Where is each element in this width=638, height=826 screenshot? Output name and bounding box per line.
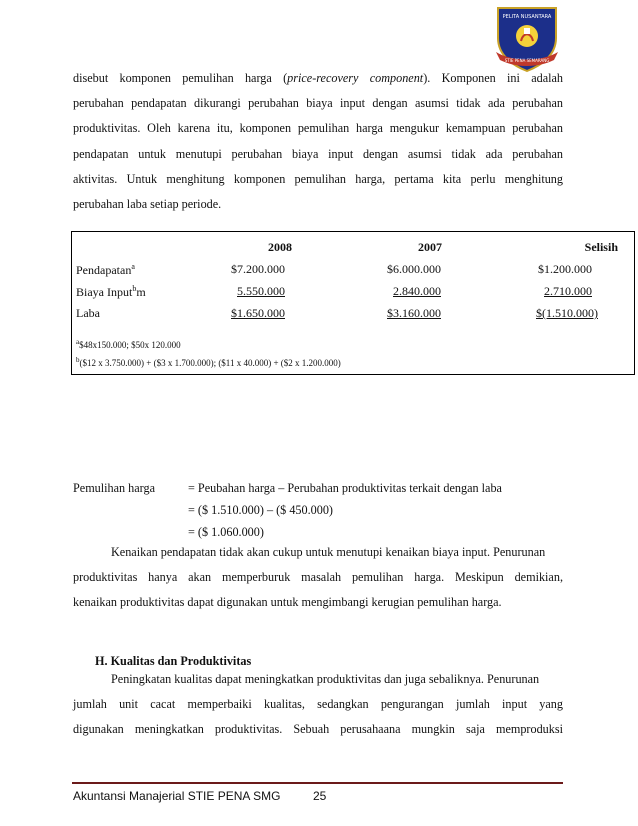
footer-divider xyxy=(72,782,563,784)
text-line: aktivitas. Untuk menghitung komponen pemulihan harga, pertama kita perlu menghitung xyxy=(73,171,563,186)
equation-line: = Peubahan harga – Perubahan produktivitas terkait dengan laba xyxy=(188,481,502,495)
column-header-selisih: Selisih xyxy=(584,240,618,254)
logo-ribbon-text: STIE PENA SEMARANG xyxy=(504,58,550,63)
text-line: Peningkatan kualitas dapat meningkatkan produktivitas dan juga sebaliknya. Penurunan xyxy=(111,672,540,686)
equation-label: Pemulihan harga xyxy=(73,481,156,495)
table-footnote-b: $^b$($12 x 3.750.000) + ($3 x 1.700.000); ($11 x 40.000) + ($2 x 1.200.000) xyxy=(76,356,341,368)
column-header-2008: 2008 xyxy=(268,240,292,254)
cell-biaya-input-selisih: 2.710.000 xyxy=(544,284,592,298)
column-header-2007: 2007 xyxy=(418,240,442,254)
cell-laba-selisih: $(1.510.000) xyxy=(536,306,598,320)
equation-line: = ($ 1.060.000) xyxy=(188,525,264,539)
cell-biaya-input-2008: 5.550.000 xyxy=(237,284,285,298)
cell-pendapatan-2008: $7.200.000 xyxy=(231,262,285,276)
institution-logo xyxy=(494,4,560,74)
row-label-laba: Laba xyxy=(76,306,100,320)
text-line: digunakan meningkatkan produktivitas. Sebuah perusahaana mungkin saja memproduksi xyxy=(73,722,563,737)
text-line: Kenaikan pendapatan tidak akan cukup untuk menutupi kenaikan biaya input. Penurunan xyxy=(111,545,546,559)
logo-top-text: PELITA NUSANTARA xyxy=(502,14,552,20)
text-line: kenaikan produktivitas dapat digunakan untuk mengimbangi kerugian pemulihan harga. xyxy=(73,595,502,610)
equation-line: = ($ 1.510.000) – ($ 450.000) xyxy=(188,503,333,517)
text-line: pendapatan untuk menutupi perubahan biaya input dengan asumsi tidak ada perubahan xyxy=(73,146,563,161)
text-line: perubahan laba setiap periode. xyxy=(73,196,222,211)
text-line: perubahan pendapatan dikurangi perubahan biaya input dengan asumsi tidak ada perubahan xyxy=(73,96,563,111)
row-label-pendapatan: Pendapatan$^a$ xyxy=(76,262,135,277)
footer-text: Akuntansi Manajerial STIE PENA SMG xyxy=(73,789,281,803)
profit-change-table xyxy=(71,231,635,375)
intro-paragraph xyxy=(73,66,563,217)
cell-biaya-input-2007: 2.840.000 xyxy=(393,284,441,298)
row-label-biaya-input: Biaya Input$^b$m xyxy=(76,284,146,299)
text-line: jumlah unit cacat memperbaiki kualitas, sedangkan pengurangan jumlah input yang xyxy=(73,697,563,712)
cell-pendapatan-2007: $6.000.000 xyxy=(387,262,441,276)
text-line: produktivitas. Oleh karena itu, komponen pemulihan harga mengukur kemampuan perubahan xyxy=(73,121,563,136)
conclusion-paragraph xyxy=(73,540,563,616)
table-footnote-a: $^a$\$48x150.000; $50x 120.000 xyxy=(76,338,181,350)
text-line: disebut komponen pemulihan harga (price-recovery component). Komponen ini adalah xyxy=(73,71,563,85)
page-number: 25 xyxy=(313,789,327,803)
quality-paragraph xyxy=(73,667,563,743)
cell-laba-2007: $3.160.000 xyxy=(387,306,441,320)
cell-pendapatan-selisih: $1.200.000 xyxy=(538,262,592,276)
section-heading: H. Kualitas dan Produktivitas xyxy=(95,654,252,668)
cell-laba-2008: $1.650.000 xyxy=(231,306,285,320)
text-line: produktivitas hanya akan memperburuk masalah pemulihan harga. Meskipun demikian, xyxy=(73,570,563,585)
